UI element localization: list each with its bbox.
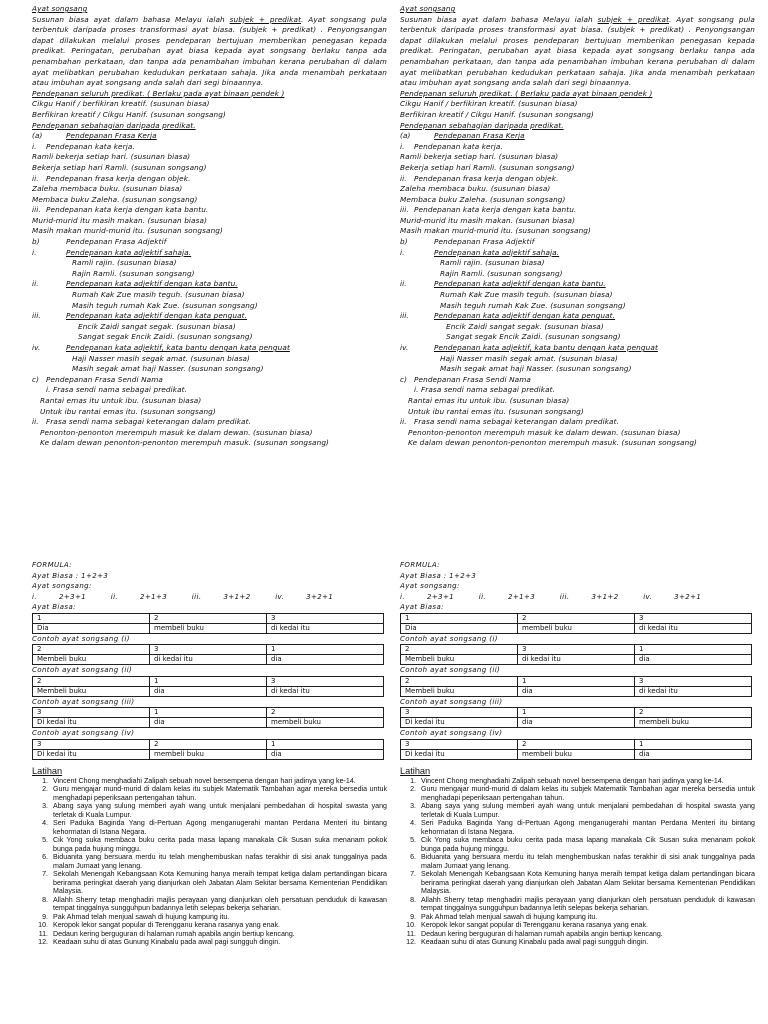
table-cell-phrase: di kedai itu xyxy=(635,686,752,696)
formula-panel-left: FORMULA: Ayat Biasa : 1+2+3 Ayat songsang: i. 2+3+1 ii. 2+1+3 iii. 3+1+2 iv. 3+2+1 Ayat Biasa: 1 2 3 Dia membeli buku di kedai itu Contoh ayat songsang (i) 2 3 1 Membeli buku di kedai itu dia Contoh ayat songsang (ii) 2 1 3 Membeli buku dia di kedai itu Contoh ayat songsang (iii) 3 1 2 Di kedai itu dia membeli buku Contoh ayat songsang (iv) 3 2 1 Di kedai itu membeli buku dia Latihan 1. Vincent Chong menghadiahi Zalipah sebuah novel bersempena dengan hari jadinya yang ke-14. 2. Guru mengajar murid-murid di dalam kelas itu subjek Matematik Tambahan agar mereka bersedia untuk menghadapi peperiksaan pertengahan tahun. 3. Abang saya yang sulung memberi ayah wang untuk menjalani pembedahan di hospital swasta yang terletak di Kuala Lumpur. 4. Seri Paduka Baginda Yang di-Pertuan Agong menganugerahi mantan Perdana Menteri itu bintang kehormatan di Istana Negara. 5. Cik Yong suka membaca buku cerita pada masa lapang manakala Cik Susan suka menanam pokok bunga pada hujung minggu. 6. Biduanita yang bersuara merdu itu telah menghembuskan nafas terakhir di sisi anak tunggalnya pada malam Jumaat yang lenang. 7. Sekolah Menengah Kebangsaan Kota Kemuning hanya meraih tempat ketiga dalam pertandingan bicara berirama peringkat daerah yang dianjurkan oleh Jabatan Alam Sekitar bersama Kementerian Pendidikan Malaysia. 8. Allahh Sherry tetap menghadiri majlis perayaan yang dianjurkan oleh persatuan penduduk di kawasan tempat tinggalnya sungguhpun badannya letih selepas bekerja seharian. 9. Pak Ahmad telah menjual sawah di hujung kampung itu. 10. Keropok lekor sangat popular di Terengganu kerana rasanya yang enak. 11. Dedaun kering berguguran di halaman rumah apabila angin bertiup kencang. 12. Keadaan suhu di atas Gunung Kinabalu pada awal pagi sungguh dingin. xyxy=(32,560,387,947)
word-order-table xyxy=(32,613,384,634)
heading-sebahagian-predikat: Pendepanan sebahagian daripada predikat. xyxy=(32,120,196,130)
list-item: 6. Biduanita yang bersuara merdu itu telah menghembuskan nafas terakhir di sisi anak tunggalnya pada malam Jumaat yang lenang. xyxy=(50,853,387,870)
list-item: 3. Abang saya yang sulung memberi ayah wang untuk menjalani pembedahan di hospital swasta yang terletak di Kuala Lumpur. xyxy=(50,802,387,819)
table-cell-number: 3 xyxy=(635,613,752,623)
table-cell-number: 2 xyxy=(267,708,384,718)
formula-tables xyxy=(32,613,387,760)
table-cell-number: 2 xyxy=(401,645,518,655)
formula-title: FORMULA: xyxy=(32,561,72,569)
table-cell-phrase: di kedai itu xyxy=(267,686,384,696)
word-order-table xyxy=(400,707,752,728)
table-cell-phrase: dia xyxy=(518,718,635,728)
table-row xyxy=(401,613,752,623)
list-item: 1. Vincent Chong menghadiahi Zalipah sebuah novel bersempena dengan hari jadinya yang ke-14. xyxy=(50,777,387,786)
table-cell-number: 1 xyxy=(33,613,150,623)
table-cell-phrase: dia xyxy=(150,686,267,696)
formula-tables xyxy=(400,613,755,760)
table-cell-number: 1 xyxy=(150,708,267,718)
table-row xyxy=(401,645,752,655)
latihan-title: Latihan xyxy=(32,765,63,776)
table-cell-number: 1 xyxy=(267,739,384,749)
table-row xyxy=(401,686,752,696)
table-row xyxy=(33,686,384,696)
list-item: 2. Guru mengajar murid-murid di dalam kelas itu subjek Matematik Tambahan agar mereka bersedia untuk menghadapi peperiksaan pertengahan tahun. xyxy=(50,785,387,802)
heading-sebahagian-predikat: Pendepanan sebahagian daripada predikat. xyxy=(400,120,564,130)
title-ayat-songsang: Ayat songsang xyxy=(32,4,88,13)
table-row xyxy=(33,613,384,623)
table-row xyxy=(33,749,384,759)
notes-panel-right: Ayat songsang Susunan biasa ayat dalam bahasa Melayu ialah subjek + predikat. Ayat songsang pula terbentuk daripada proses transformasi ayat biasa. (subjek + predikat) . Penyongsangan dapat dilakukan melalui proses pendeparan bertujuan memberikan penegasan kepada predikat. Peringatan, perubahan ayat biasa kepada ayat songsang berlaku tanpa ada penambahan perkataan, dan tanpa ada penambahan imbuhan kerana perubahan di dalam ayat melibatkan perubahan kedudukan perkataan sahaja. Jika anda menambah perkataan atau imbuhan ayat songsang anda salah dari segi binaannya. Pendepanan seluruh predikat. ( Berlaku pada ayat binaan pendek ) Cikgu Hanif / berfikiran kreatif. (susunan biasa) Berfikiran kreatif / Cikgu Hanif. (susunan songsang) Pendepanan sebahagian daripada predikat. (a) Pendepanan Frasa Kerja i. Pendepanan kata kerja. Ramli bekerja setiap hari. (susunan biasa) Bekerja setiap hari Ramli. (susunan songsang) ii. Pendepanan frasa kerja dengan objek. Zaleha membaca buku. (susunan biasa) Membaca buku Zaleha. (susunan songsang) iii. Pendepanan kata kerja dengan kata bantu. Murid-murid itu masih makan. (susunan biasa) Masih makan murid-murid itu. (susunan songsang) b) Pendepanan Frasa Adjektif i. Pendepanan kata adjektif sahaja. Ramli rajin. (susunan biasa) Rajin Ramli. (susunan songsang) ii. Pendepanan kata adjektif dengan kata bantu. Rumah Kak Zue masih teguh. (susunan biasa) Masih teguh rumah Kak Zue. (susunan songsang) iii. Pendepanan kata adjektif dengan kata penguat. Encik Zaidi sangat segak. (susunan biasa) Sangat segak Encik Zaidi. (susunan songsang) iv. Pendepanan kata adjektif, kata bantu dengan kata penguat Haji Nasser masih segak amat. (susunan biasa) Masih segak amat haji Nasser. (susunan songsang) c) Pendepanan Frasa Sendi Nama i. Frasa sendi nama sebagai predikat. Rantai emas itu untuk ibu. (susunan biasa) Untuk ibu rantai emas itu. (susunan songsang) ii. Frasa sendi nama sebagai keterangan dalam predikat. Penonton-penonton merempuh masuk ke dalam dewan. (susunan biasa) Ke dalam dewan penonton-penonton merempuh masuk. (susunan songsang) xyxy=(400,4,756,448)
table-row xyxy=(33,655,384,665)
formula-panel-right: FORMULA: Ayat Biasa : 1+2+3 Ayat songsang: i. 2+3+1 ii. 2+1+3 iii. 3+1+2 iv. 3+2+1 Ayat Biasa: 1 2 3 Dia membeli buku di kedai itu Contoh ayat songsang (i) 2 3 1 Membeli buku di kedai itu dia Contoh ayat songsang (ii) 2 1 3 Membeli buku dia di kedai itu Contoh ayat songsang (iii) 3 1 2 Di kedai itu dia membeli buku Contoh ayat songsang (iv) 3 2 1 Di kedai itu membeli buku dia Latihan 1. Vincent Chong menghadiahi Zalipah sebuah novel bersempena dengan hari jadinya yang ke-14. 2. Guru mengajar murid-murid di dalam kelas itu subjek Matematik Tambahan agar mereka bersedia untuk menghadapi peperiksaan pertengahan tahun. 3. Abang saya yang sulung memberi ayah wang untuk menjalani pembedahan di hospital swasta yang terletak di Kuala Lumpur. 4. Seri Paduka Baginda Yang di-Pertuan Agong menganugerahi mantan Perdana Menteri itu bintang kehormatan di Istana Negara. 5. Cik Yong suka membaca buku cerita pada masa lapang manakala Cik Susan suka menanam pokok bunga pada hujung minggu. 6. Biduanita yang bersuara merdu itu telah menghembuskan nafas terakhir di sisi anak tunggalnya pada malam Jumaat yang lenang. 7. Sekolah Menengah Kebangsaan Kota Kemuning hanya meraih tempat ketiga dalam pertandingan bicara berirama peringkat daerah yang dianjurkan oleh Jabatan Alam Sekitar bersama Kementerian Pendidikan Malaysia. 8. Allahh Sherry tetap menghadiri majlis perayaan yang dianjurkan oleh persatuan penduduk di kawasan tempat tinggalnya sungguhpun badannya letih selepas bekerja seharian. 9. Pak Ahmad telah menjual sawah di hujung kampung itu. 10. Keropok lekor sangat popular di Terengganu kerana rasanya yang enak. 11. Dedaun kering berguguran di halaman rumah apabila angin bertiup kencang. 12. Keadaan suhu di atas Gunung Kinabalu pada awal pagi sungguh dingin. xyxy=(400,560,755,947)
table-row xyxy=(33,739,384,749)
list-item: 5. Cik Yong suka membaca buku cerita pada masa lapang manakala Cik Susan suka menanam pokok bunga pada hujung minggu. xyxy=(418,836,755,853)
table-caption: Contoh ayat songsang (ii) xyxy=(32,666,133,674)
table-cell-phrase: membeli buku xyxy=(518,623,635,633)
table-cell-phrase: dia xyxy=(150,718,267,728)
table-cell-phrase: Di kedai itu xyxy=(33,718,150,728)
word-order-table xyxy=(32,644,384,665)
list-item: 12. Keadaan suhu di atas Gunung Kinabalu pada awal pagi sungguh dingin. xyxy=(418,938,755,947)
table-caption: Contoh ayat songsang (i) xyxy=(32,634,130,643)
table-cell-number: 3 xyxy=(635,676,752,686)
table-row xyxy=(401,676,752,686)
list-item: 4. Seri Paduka Baginda Yang di-Pertuan Agong menganugerahi mantan Perdana Menteri itu bintang kehormatan di Istana Negara. xyxy=(418,819,755,836)
table-cell-phrase: Dia xyxy=(401,623,518,633)
table-cell-number: 1 xyxy=(518,676,635,686)
table-cell-number: 2 xyxy=(635,708,752,718)
word-order-table xyxy=(400,676,752,697)
list-item: 11. Dedaun kering berguguran di halaman rumah apabila angin bertiup kencang. xyxy=(50,930,387,939)
table-cell-phrase: dia xyxy=(267,749,384,759)
table-cell-number: 2 xyxy=(33,676,150,686)
table-cell-phrase: dia xyxy=(635,655,752,665)
list-item: 7. Sekolah Menengah Kebangsaan Kota Kemuning hanya meraih tempat ketiga dalam pertandingan bicara berirama peringkat daerah yang dianjurkan oleh Jabatan Alam Sekitar bersama Kementerian Pendidikan Malaysia. xyxy=(50,870,387,896)
list-item: 10. Keropok lekor sangat popular di Terengganu kerana rasanya yang enak. xyxy=(50,921,387,930)
latihan-title: Latihan xyxy=(400,765,431,776)
intro-paragraph: Susunan biasa ayat dalam bahasa Melayu ialah subjek + predikat. Ayat songsang pula terbentuk daripada proses transformasi ayat biasa. (subjek + predikat) . Penyongsangan dapat dilakukan melalui proses pendeparan bertujuan memberikan penegasan kepada predikat. Peringatan, perubahan ayat biasa kepada ayat songsang berlaku tanpa ada penambahan perkataan, dan tanpa ada penambahan imbuhan kerana perubahan di dalam ayat melibatkan perubahan kedudukan perkataan sahaja. Jika anda menambah perkataan atau imbuhan ayat songsang anda salah dari segi binaannya. xyxy=(400,14,756,88)
table-cell-number: 1 xyxy=(518,708,635,718)
table-cell-number: 2 xyxy=(150,613,267,623)
table-cell-phrase: Di kedai itu xyxy=(401,718,518,728)
heading-seluruh-predikat: Pendepanan seluruh predikat. ( Berlaku pada ayat binaan pendek ) xyxy=(32,88,285,98)
example-line: Berfikiran kreatif / Cikgu Hanif. (susunan songsang) xyxy=(32,109,226,119)
table-cell-number: 3 xyxy=(33,739,150,749)
table-cell-number: 1 xyxy=(150,676,267,686)
table-cell-number: 3 xyxy=(267,613,384,623)
table-cell-number: 2 xyxy=(33,645,150,655)
latihan-list xyxy=(32,777,387,947)
table-row xyxy=(33,676,384,686)
table-caption: Contoh ayat songsang (i) xyxy=(400,634,498,643)
list-item: 8. Allahh Sherry tetap menghadiri majlis perayaan yang dianjurkan oleh persatuan penduduk di kawasan tempat tinggalnya sungguhpun badannya letih selepas bekerja seharian. xyxy=(50,896,387,913)
table-cell-number: 2 xyxy=(518,739,635,749)
list-item: 12. Keadaan suhu di atas Gunung Kinabalu pada awal pagi sungguh dingin. xyxy=(50,938,387,947)
notes-panel-left: Ayat songsang Susunan biasa ayat dalam bahasa Melayu ialah subjek + predikat. Ayat songsang pula terbentuk daripada proses transformasi ayat biasa. (subjek + predikat) . Penyongsangan dapat dilakukan melalui proses pendeparan bertujuan memberikan penegasan kepada predikat. Peringatan, perubahan ayat biasa kepada ayat songsang berlaku tanpa ada penambahan perkataan, dan tanpa ada penambahan imbuhan kerana perubahan di dalam ayat melibatkan perubahan kedudukan perkataan sahaja. Jika anda menambah perkataan atau imbuhan ayat songsang anda salah dari segi binaannya. Pendepanan seluruh predikat. ( Berlaku pada ayat binaan pendek ) Cikgu Hanif / berfikiran kreatif. (susunan biasa) Berfikiran kreatif / Cikgu Hanif. (susunan songsang) Pendepanan sebahagian daripada predikat. (a) Pendepanan Frasa Kerja i. Pendepanan kata kerja. Ramli bekerja setiap hari. (susunan biasa) Bekerja setiap hari Ramli. (susunan songsang) ii. Pendepanan frasa kerja dengan objek. Zaleha membaca buku. (susunan biasa) Membaca buku Zaleha. (susunan songsang) iii. Pendepanan kata kerja dengan kata bantu. Murid-murid itu masih makan. (susunan biasa) Masih makan murid-murid itu. (susunan songsang) b) Pendepanan Frasa Adjektif i. Pendepanan kata adjektif sahaja. Ramli rajin. (susunan biasa) Rajin Ramli. (susunan songsang) ii. Pendepanan kata adjektif dengan kata bantu. Rumah Kak Zue masih teguh. (susunan biasa) Masih teguh rumah Kak Zue. (susunan songsang) iii. Pendepanan kata adjektif dengan kata penguat. Encik Zaidi sangat segak. (susunan biasa) Sangat segak Encik Zaidi. (susunan songsang) iv. Pendepanan kata adjektif, kata bantu dengan kata penguat Haji Nasser masih segak amat. (susunan biasa) Masih segak amat haji Nasser. (susunan songsang) c) Pendepanan Frasa Sendi Nama i. Frasa sendi nama sebagai predikat. Rantai emas itu untuk ibu. (susunan biasa) Untuk ibu rantai emas itu. (susunan songsang) ii. Frasa sendi nama sebagai keterangan dalam predikat. Penonton-penonton merempuh masuk ke dalam dewan. (susunan biasa) Ke dalam dewan penonton-penonton merempuh masuk. (susunan songsang) xyxy=(32,4,388,448)
list-item: 2. Guru mengajar murid-murid di dalam kelas itu subjek Matematik Tambahan agar mereka bersedia untuk menghadapi peperiksaan pertengahan tahun. xyxy=(418,785,755,802)
table-cell-phrase: Dia xyxy=(33,623,150,633)
title-ayat-songsang: Ayat songsang xyxy=(400,4,456,13)
table-cell-phrase: membeli buku xyxy=(150,749,267,759)
table-cell-number: 3 xyxy=(401,708,518,718)
table-cell-number: 3 xyxy=(150,645,267,655)
list-item: 9. Pak Ahmad telah menjual sawah di hujung kampung itu. xyxy=(418,913,755,922)
table-cell-number: 3 xyxy=(518,645,635,655)
list-item: 1. Vincent Chong menghadiahi Zalipah sebuah novel bersempena dengan hari jadinya yang ke-14. xyxy=(418,777,755,786)
table-caption: Contoh ayat songsang (iv) xyxy=(32,729,135,737)
table-row xyxy=(33,708,384,718)
table-row xyxy=(401,749,752,759)
table-cell-phrase: membeli buku xyxy=(267,718,384,728)
example-line: Cikgu Hanif / berfikiran kreatif. (susunan biasa) xyxy=(32,99,210,109)
table-cell-number: 2 xyxy=(150,739,267,749)
table-cell-phrase: Membeli buku xyxy=(33,655,150,665)
table-cell-phrase: Membeli buku xyxy=(401,655,518,665)
table-cell-phrase: membeli buku xyxy=(518,749,635,759)
table-cell-phrase: dia xyxy=(518,686,635,696)
list-item: 7. Sekolah Menengah Kebangsaan Kota Kemuning hanya meraih tempat ketiga dalam pertandingan bicara berirama peringkat daerah yang dianjurkan oleh Jabatan Alam Sekitar bersama Kementerian Pendidikan Malaysia. xyxy=(418,870,755,896)
table-cell-phrase: membeli buku xyxy=(150,623,267,633)
table-cell-phrase: Di kedai itu xyxy=(33,749,150,759)
table-row xyxy=(401,708,752,718)
table-cell-number: 1 xyxy=(635,645,752,655)
table-cell-phrase: Di kedai itu xyxy=(401,749,518,759)
table-cell-number: 1 xyxy=(635,739,752,749)
word-order-table xyxy=(400,739,752,760)
list-item: 6. Biduanita yang bersuara merdu itu telah menghembuskan nafas terakhir di sisi anak tunggalnya pada malam Jumaat yang lenang. xyxy=(418,853,755,870)
table-row xyxy=(401,655,752,665)
list-item: 4. Seri Paduka Baginda Yang di-Pertuan Agong menganugerahi mantan Perdana Menteri itu bintang kehormatan di Istana Negara. xyxy=(50,819,387,836)
word-order-table xyxy=(32,707,384,728)
table-caption: Contoh ayat songsang (iii) xyxy=(32,697,135,706)
word-order-table xyxy=(32,739,384,760)
table-row xyxy=(33,623,384,633)
intro-paragraph: Susunan biasa ayat dalam bahasa Melayu ialah subjek + predikat. Ayat songsang pula terbentuk daripada proses transformasi ayat biasa. (subjek + predikat) . Penyongsangan dapat dilakukan melalui proses pendeparan bertujuan memberikan penegasan kepada predikat. Peringatan, perubahan ayat biasa kepada ayat songsang berlaku tanpa ada penambahan perkataan, dan tanpa ada penambahan imbuhan kerana perubahan di dalam ayat melibatkan perubahan kedudukan perkataan sahaja. Jika anda menambah perkataan atau imbuhan ayat songsang anda salah dari segi binaannya. xyxy=(32,14,388,88)
list-item: 11. Dedaun kering berguguran di halaman rumah apabila angin bertiup kencang. xyxy=(418,930,755,939)
list-item: 8. Allahh Sherry tetap menghadiri majlis perayaan yang dianjurkan oleh persatuan penduduk di kawasan tempat tinggalnya sungguhpun badannya letih selepas bekerja seharian. xyxy=(418,896,755,913)
list-item: 5. Cik Yong suka membaca buku cerita pada masa lapang manakala Cik Susan suka menanam pokok bunga pada hujung minggu. xyxy=(50,836,387,853)
table-cell-number: 1 xyxy=(401,613,518,623)
table-cell-number: 3 xyxy=(401,739,518,749)
table-cell-number: 2 xyxy=(401,676,518,686)
formula-title: FORMULA: xyxy=(400,561,440,569)
table-caption: Contoh ayat songsang (iv) xyxy=(400,729,503,737)
table-cell-phrase: Membeli buku xyxy=(401,686,518,696)
table-cell-number: 2 xyxy=(518,613,635,623)
table-cell-number: 1 xyxy=(267,645,384,655)
table-cell-phrase: di kedai itu xyxy=(150,655,267,665)
heading-seluruh-predikat: Pendepanan seluruh predikat. ( Berlaku pada ayat binaan pendek ) xyxy=(400,88,653,98)
word-order-table xyxy=(400,644,752,665)
list-item: 10. Keropok lekor sangat popular di Terengganu kerana rasanya yang enak. xyxy=(418,921,755,930)
table-row xyxy=(401,623,752,633)
word-order-table xyxy=(400,613,752,634)
table-cell-phrase: dia xyxy=(267,655,384,665)
table-row xyxy=(401,718,752,728)
list-item: 3. Abang saya yang sulung memberi ayah wang untuk menjalani pembedahan di hospital swasta yang terletak di Kuala Lumpur. xyxy=(418,802,755,819)
table-cell-phrase: Membeli buku xyxy=(33,686,150,696)
formula-options: i. 2+3+1 ii. 2+1+3 iii. 3+1+2 iv. 3+2+1 xyxy=(32,592,334,601)
table-cell-phrase: di kedai itu xyxy=(518,655,635,665)
table-row xyxy=(401,739,752,749)
table-cell-phrase: di kedai itu xyxy=(267,623,384,633)
table-cell-phrase: membeli buku xyxy=(635,718,752,728)
table-row xyxy=(33,718,384,728)
table-row xyxy=(33,645,384,655)
latihan-list xyxy=(400,777,755,947)
word-order-table xyxy=(32,676,384,697)
table-cell-phrase: di kedai itu xyxy=(635,623,752,633)
list-item: 9. Pak Ahmad telah menjual sawah di hujung kampung itu. xyxy=(50,913,387,922)
table-caption: Contoh ayat songsang (iii) xyxy=(400,697,503,706)
table-cell-number: 3 xyxy=(33,708,150,718)
table-cell-phrase: dia xyxy=(635,749,752,759)
table-cell-number: 3 xyxy=(267,676,384,686)
table-caption: Contoh ayat songsang (ii) xyxy=(400,666,501,674)
formula-options: i. 2+3+1 ii. 2+1+3 iii. 3+1+2 iv. 3+2+1 xyxy=(400,592,702,601)
